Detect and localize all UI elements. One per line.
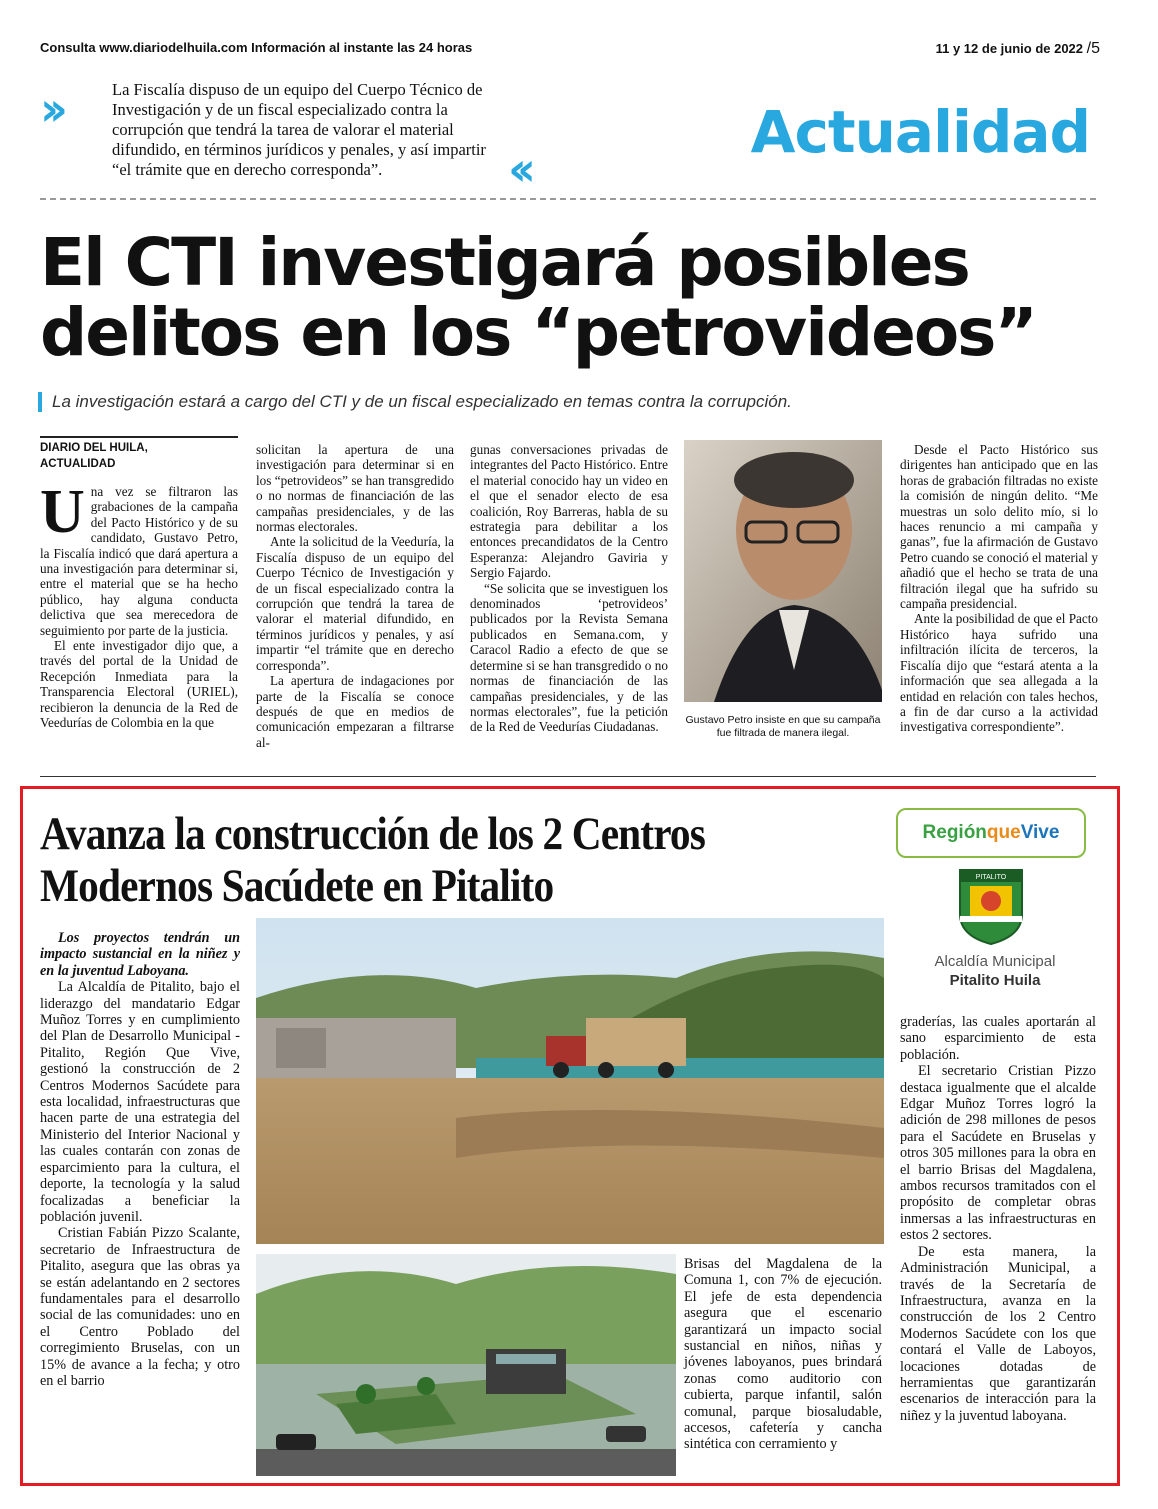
article2-column-3 — [900, 1014, 1096, 1424]
paragraph: gunas conversaciones privadas de integrantes del Pacto Histórico. Entre el material conocido hay un video en el que el senador electo de esa coalición, Roy Barreras, habla de su estrategia para debilitar a los entonces precandidatos de la Centro Esperanza: Alejandro Gaviria y Sergio Fajardo. — [470, 442, 668, 581]
construction-site-photo — [256, 918, 884, 1244]
section-title: Actualidad — [750, 98, 1090, 166]
logo-word-region: Región — [922, 822, 987, 843]
double-chevron-left-icon: ‹‹ — [508, 142, 526, 196]
alcaldia-town: Pitalito Huila — [949, 972, 1041, 989]
paragraph: Desde el Pacto Histórico sus dirigentes han anticipado que en las horas de grabación filtradas no existe la comisión de ningún delito. “Me muestras un solo delito mío, si lo haces renuncio a mi campaña y ganas”, fue la afirmación de Gustavo Petro cuando se conoció el material y añadió que el hecho se trata de una filtración ilegal que ha sufrido su campaña presidencial. — [900, 442, 1098, 612]
logo-word-que: que — [986, 822, 1021, 843]
main-headline: El CTI investigará posibles delitos en los “petrovideos” — [40, 224, 1036, 371]
paragraph: “Se solicita que se investiguen los denominados ‘petrovideos’ publicados por la Revista Semana publicados en Semana.com, y Caracol Radio a efecto de que se determine si se han transgredido o no normas de financiación de las campañas presidenciales, y de las normas electorales”, fue la petición de la Red de Veedurías Ciudadanas. — [470, 580, 668, 735]
article1-column-4 — [900, 442, 1098, 735]
divider — [40, 776, 1096, 777]
paragraph: graderías, las cuales aportarán al sano esparcimiento de esta población. — [900, 1014, 1096, 1063]
shield-label: PITALITO — [975, 874, 1007, 881]
article1-column-1 — [40, 478, 238, 731]
date-text: 11 y 12 de junio de 2022 — [935, 41, 1084, 56]
paragraph: El ente investigador dijo que, a través del portal de la Unidad de Recepción Inmediata para la Transparencia Electoral (URIEL), recibieron la denuncia de la Red de Veedurías de Colombia en la que — [40, 638, 238, 731]
paragraph: solicitan la apertura de una investigación para determinar si en los “petrovideos” se han transgredido o no normas de financiación de las campañas presidenciales, y de las normas electorales. — [256, 442, 454, 535]
paragraph: Cristian Fabián Pizzo Scalante, secretario de Infraestructura de Pitalito, asegura que las obras ya se están adelantando en 2 sectores fundamentales para el desarrollo social de las comunidades: uno en el Centro Poblado del corregimiento Bruselas, con un 15% de avance a la fecha; y otro en el barrio — [40, 1225, 240, 1389]
portrait-photo — [684, 440, 882, 702]
byline — [40, 436, 238, 472]
paragraph: Ante la solicitud de la Veeduría, la Fiscalía dispuso de un equipo del Cuerpo Técnico de Investigación y de un fiscal especializado contra la corrupción que tendrá la tarea de valorar el material difundido, en términos jurídicos y penales, y así impartir “el trámite que en derecho corresponda”. — [256, 534, 454, 673]
article2-column-2 — [684, 1256, 882, 1453]
website-banner: Consulta www.diariodelhuila.com Información al instante las 24 horas — [40, 40, 473, 55]
paragraph: na vez se filtraron las grabaciones de la campaña del Pacto Histórico y de su candidato, Gustavo Petro, la Fiscalía indicó que dará apertura a una investigación para determinar si, entre el material que se ha hecho público, hay alguna conducta delictiva que sea merecedora de seguimiento por parte de la justicia. — [40, 484, 238, 638]
top-line — [40, 40, 1100, 55]
photo-caption: Gustavo Petro insiste en que su campaña fue filtrada de manera ilegal. — [685, 714, 881, 739]
paragraph: Ante la posibilidad de que el Pacto Histórico haya sufrido una infiltración ilícita de terceros, la Fiscalía dijo que “estará atenta a la información que sea allegada a la entidad en relación con tales hechos, a fin de dar curso a la actividad investigativa correspondiente”. — [900, 611, 1098, 735]
issue-date — [936, 40, 1100, 58]
article2-headline: Avanza la construcción de los 2 Centros Modernos Sacúdete en Pitalito — [40, 808, 705, 912]
article1-column-3 — [470, 442, 668, 735]
paragraph: La apertura de indagaciones por parte de la Fiscalía se conoce después de que en medios de comunicación empezaran a filtrarse al- — [256, 673, 454, 750]
article1-column-2 — [256, 442, 454, 750]
paragraph: De esta manera, la Administración Municipal, a través de la Secretaría de Infraestructura, avanza en la construcción de los 2 Centro Modernos Sacúdete con los que contará el Valle de Laboyos, locaciones dotadas de herramientas que garantizarán escenarios de interacción para la niñez y la juventud laboyana. — [900, 1243, 1096, 1424]
pull-quote: La Fiscalía dispuso de un equipo del Cuerpo Técnico de Investigación y de un fiscal especializado contra la corrupción que tendrá la tarea de valorar el material difundido, en términos jurídicos y penales, y así impartir “el trámite que en derecho corresponda”. — [112, 80, 486, 179]
pitalito-shield-icon — [956, 866, 1026, 946]
page-number: /5 — [1086, 40, 1100, 57]
region-que-vive-logo — [896, 808, 1086, 858]
pull-quote-box — [40, 78, 1096, 200]
logo-word-vive: Vive — [1020, 822, 1060, 843]
article2-column-1 — [40, 930, 240, 1389]
paragraph: El secretario Cristian Pizzo destaca igualmente que el alcalde Edgar Muñoz Torres logró la adición de 298 millones de pesos para el Sacúdete en Bruselas y otros 305 millones para la obra en el barrio Brisas del Magdalena, ambos recursos tramitados con el propósito de completar obras inmersas a las infraestructuras en estos 2 sectores. — [900, 1063, 1096, 1244]
paragraph: Brisas del Magdalena de la Comuna 1, con 7% de ejecución. El jefe de esta dependencia asegura que el escenario garantizará un impacto social sustancial en niños, niñas y jóvenes laboyanos, pues brindará zonas como auditorio con cubierta, parque infantil, salón comunal, parque biosaludable, accesos, cafetería y cancha sintética con cerramiento y — [684, 1256, 882, 1453]
byline-source: DIARIO DEL HUILA, — [40, 442, 148, 454]
alcaldia-label: Alcaldía Municipal — [934, 953, 1056, 970]
drop-cap: U — [40, 478, 85, 546]
byline-section: ACTUALIDAD — [40, 458, 116, 470]
double-chevron-right-icon: ›› — [40, 82, 58, 136]
subheadline: La investigación estará a cargo del CTI y de un fiscal especializado en temas contra la corrupción. — [38, 392, 1112, 412]
lead-paragraph: Los proyectos tendrán un impacto sustancial en la niñez y en la juventud Laboyana. — [40, 930, 240, 979]
paragraph: La Alcaldía de Pitalito, bajo el liderazgo del mandatario Edgar Muñoz Torres y en cumplimiento del Plan de Desarrollo Municipal - Pitalito, Región Que Vive, gestionó la construcción de 2 Centros Modernos Sacúdete para esta localidad, infraestructuras que hacen parte de una estrategia del Ministerio del Interior Nacional y las cuales contarán con zonas de esparcimiento para la cultura, el deporte, la tecnología y la salud focalizadas a beneficiar la población juvenil. — [40, 979, 240, 1225]
architectural-render-image — [256, 1254, 676, 1476]
